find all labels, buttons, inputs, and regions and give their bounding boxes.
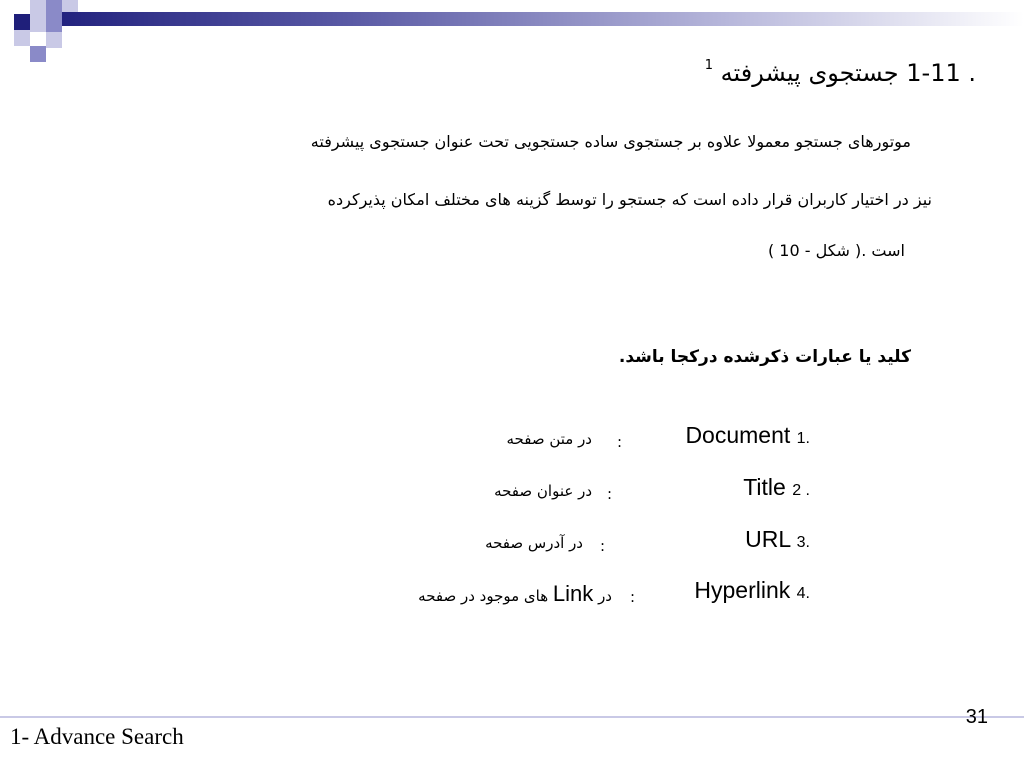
list-item bbox=[0, 422, 810, 454]
paragraph-line-3: است .( شکل - 10 ) bbox=[767, 241, 905, 260]
item-number: 1. bbox=[796, 430, 810, 447]
item-number: 4. bbox=[796, 585, 810, 602]
title-text: جستجوی پیشرفته bbox=[720, 59, 899, 87]
decor-square bbox=[46, 0, 62, 16]
decor-square bbox=[30, 0, 46, 16]
page-number: 31 bbox=[965, 706, 988, 728]
paragraph-line-2: نیز در اختیار کاربران قرار داده است که جستجو را توسط گزینه های مختلف امکان پذیرکرده bbox=[327, 190, 932, 209]
title-footnote-ref: 1 bbox=[704, 58, 714, 73]
item-description: در آدرس صفحه bbox=[485, 534, 583, 552]
item-description bbox=[418, 581, 612, 607]
decor-square bbox=[46, 32, 62, 48]
item-number: 2 . bbox=[792, 482, 810, 499]
item-desc-post: های موجود در صفحه bbox=[418, 587, 549, 605]
item-desc-link-word: Link bbox=[552, 581, 594, 606]
item-term-wrap bbox=[694, 577, 810, 604]
footer-divider bbox=[0, 716, 1024, 718]
decor-square bbox=[46, 16, 62, 32]
title-number: 1-11 . bbox=[906, 59, 976, 87]
item-term-wrap bbox=[743, 474, 810, 501]
item-description: در عنوان صفحه bbox=[494, 482, 592, 500]
item-colon: : bbox=[617, 433, 623, 451]
decor-square bbox=[30, 16, 46, 32]
item-number: 3. bbox=[796, 534, 810, 551]
list-item bbox=[0, 577, 810, 609]
list-item bbox=[0, 526, 810, 558]
paragraph-line-1: موتورهای جستجو معمولا علاوه بر جستجوی ساده جستجویی تحت عنوان جستجوی پیشرفته bbox=[310, 132, 911, 151]
item-colon: : bbox=[600, 537, 606, 555]
slide-title bbox=[705, 58, 976, 87]
decor-square bbox=[30, 46, 46, 62]
item-term: Document bbox=[685, 422, 791, 448]
decor-square bbox=[14, 30, 30, 46]
item-colon: : bbox=[630, 588, 636, 606]
item-term-wrap bbox=[745, 526, 810, 553]
item-term: Title bbox=[743, 474, 786, 500]
decor-square bbox=[14, 14, 30, 30]
footnote: 1- Advance Search bbox=[10, 724, 184, 749]
list-item bbox=[0, 474, 810, 506]
item-term-wrap bbox=[685, 422, 810, 449]
item-colon: : bbox=[607, 485, 613, 503]
header-gradient-bar bbox=[62, 12, 1024, 26]
item-term: URL bbox=[745, 526, 791, 552]
item-term: Hyperlink bbox=[694, 577, 791, 603]
subheading: کلید یا عبارات ذکرشده درکجا باشد. bbox=[618, 347, 911, 367]
item-desc-pre: در bbox=[598, 587, 612, 605]
item-description: در متن صفحه bbox=[506, 430, 592, 448]
